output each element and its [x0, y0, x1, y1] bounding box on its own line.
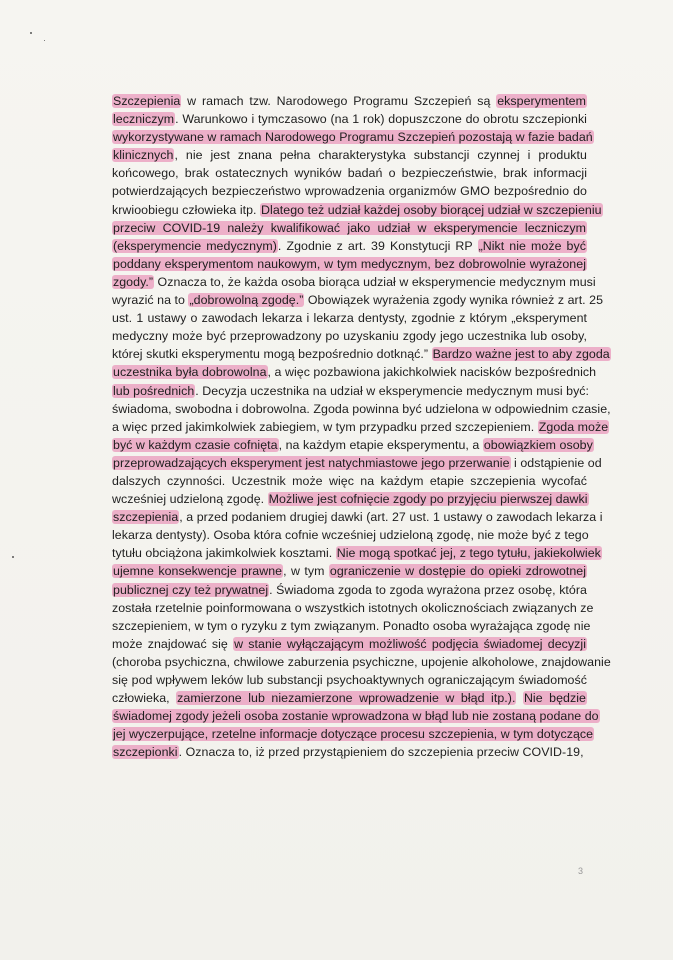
text-segment: ust. 1 ustawy o zawodach lekarza i lekarza dentysty, zgodnie z którym „eksperyment [112, 311, 587, 326]
text-line [112, 237, 587, 255]
text-segment: . Oznacza to, iż przed przystąpieniem do szczepienia przeciw COVID-19, [178, 745, 584, 760]
text-line [112, 490, 587, 508]
text-segment: krwioobiegu człowieka itp. [112, 202, 261, 217]
text-line [112, 689, 587, 707]
highlighted-text: w stanie wyłączającym możliwość podjęcia świadomej decyzji [234, 636, 586, 651]
text-segment: końcowego, brak ostatecznych wyników badań o bezpieczeństwie, brak informacji [112, 166, 587, 181]
text-line [112, 327, 587, 345]
highlighted-text: ograniczenie w dostępie do opieki zdrowotnej [329, 564, 587, 579]
text-segment: szczepieniem, w tym o ryzyku z tym związanym. Ponadto osoba wyrażająca zgodę nie [112, 618, 591, 633]
text-segment: , na każdym etapie eksperymentu, a [278, 437, 483, 452]
highlighted-text: świadomej zgody jeżeli osoba zostanie wprowadzona w błąd lub nie zostaną podane do [113, 709, 599, 724]
text-line [112, 182, 587, 200]
text-segment: została rzetelnie poinformowana o wszystkich istotnych okolicznościach związanych ze [112, 600, 594, 615]
scan-speck [44, 40, 45, 41]
highlighted-text: leczniczym [113, 112, 175, 127]
text-line [112, 707, 599, 725]
text-line [112, 562, 587, 580]
text-segment: w ramach tzw. Narodowego Programu Szczepień są [181, 94, 497, 108]
text-segment: świadoma, swobodna i dobrowolna. Zgoda powinna być udzielona w odpowiednim czasie, [112, 401, 611, 416]
text-line [112, 382, 590, 400]
text-segment: , a więc pozbawiona jakichkolwiek nacisków bezpośrednich [267, 365, 597, 380]
text-segment: się pod wpływem leków lub substancji psychoaktywnych ograniczającym świadomość [112, 673, 587, 687]
highlighted-text: Nie mogą spotkać jej, z tego tytułu, jakiekolwiek [336, 546, 601, 561]
text-line [112, 273, 596, 291]
text-segment: , a przed podaniem drugiej dawki (art. 27 ust. 1 ustawy o zawodach lekarza i [179, 510, 603, 525]
text-line [112, 418, 609, 436]
highlighted-text: jej wyczerpujące, rzetelne informacje dotyczące procesu szczepienia, w tym dotyczące [113, 727, 594, 742]
text-line [112, 309, 587, 327]
text-segment: . Świadoma zgoda to zgoda wyrażona przez osobę, która [269, 582, 587, 597]
text-line [112, 617, 591, 635]
text-segment: a więc przed jakimkolwiek zabiegiem, w tym przypadku przed szczepieniem. [112, 419, 538, 434]
text-line [112, 725, 594, 743]
text-line [112, 146, 587, 164]
text-line [112, 291, 604, 309]
text-line [112, 508, 603, 526]
page-number: 3 [578, 866, 584, 876]
text-line [112, 219, 587, 237]
highlighted-text: Bardzo ważne jest to aby zgoda [432, 347, 610, 362]
text-segment: . Zgodnie z art. 39 Konstytucji RP [277, 238, 478, 253]
text-line [112, 454, 602, 472]
text-line [112, 92, 587, 110]
highlighted-text: zamierzone lub niezamierzone wprowadzenie w błąd itp.). [177, 691, 516, 706]
highlighted-text: klinicznych [113, 148, 174, 163]
text-line [112, 544, 601, 562]
text-line [112, 635, 587, 653]
text-line [112, 671, 587, 689]
scan-speck [30, 32, 32, 34]
highlighted-text: Nie będzie [523, 691, 586, 706]
text-segment: medyczny może być przeprowadzony po uzyskaniu zgody jego uczestnika lub osoby, [112, 329, 587, 344]
highlighted-text: przeciw COVID-19 należy kwalifikować jako udział w eksperymencie leczniczym [113, 220, 586, 235]
highlighted-text: poddany eksperymentom naukowym, w tym medycznym, bez dobrowolnie wyrażonej [113, 256, 586, 271]
text-segment: . Warunkowo i tymczasowo (na 1 rok) dopuszczone do obrotu szczepionki [175, 112, 587, 127]
text-segment: wcześniej udzieloną zgodę. [112, 492, 268, 507]
text-segment: lekarza dentysty). Osoba która cofnie wcześniej udzieloną zgodę, nie może być z tego [112, 528, 589, 543]
text-line [112, 599, 594, 617]
scan-speck [12, 556, 14, 558]
highlighted-text: „Nikt nie może być [478, 238, 586, 253]
text-line [112, 581, 587, 599]
highlighted-text: lub pośrednich [113, 383, 195, 398]
highlighted-text: wykorzystywane w ramach Narodowego Programu Szczepień pozostają w fazie badań [113, 130, 593, 145]
highlighted-text: publicznej czy też prywatnej [113, 582, 269, 597]
highlighted-text: przeprowadzających eksperyment jest natychmiastowe jego przerwanie [113, 455, 510, 470]
text-segment: , w tym [283, 564, 329, 579]
text-segment: Oznacza to, że każda osoba biorąca udział w eksperymencie medycznym musi [154, 274, 596, 289]
highlighted-text: być w każdym czasie cofnięta [113, 437, 278, 452]
text-line [112, 743, 587, 761]
highlighted-text: uczestnika była dobrowolna [113, 365, 267, 380]
text-segment: potwierdzających bezpieczeństwo wprowadzenia organizmów GMO bezpośrednio do [112, 184, 587, 199]
text-segment: . Decyzja uczestnika na udział w eksperymencie medycznym musi być: [195, 383, 590, 398]
highlighted-text: eksperymentem [497, 94, 586, 108]
text-segment [516, 691, 523, 705]
text-line [112, 201, 602, 219]
text-line [112, 472, 587, 490]
highlighted-text: ujemne konsekwencje prawne [113, 564, 283, 579]
highlighted-text: Zgoda może [538, 419, 609, 434]
text-segment: i odstąpienie od [510, 455, 602, 470]
highlighted-text: „dobrowolną zgodę.” [189, 293, 304, 308]
text-segment: tytułu obciążona jakimkolwiek kosztami. [112, 546, 336, 561]
text-line [112, 164, 587, 182]
text-line [112, 128, 593, 146]
text-line [112, 110, 587, 128]
text-segment: dalszych czynności. Uczestnik może więc na każdym etapie szczepienia wycofać [112, 473, 587, 488]
text-segment: może znajdować się [112, 636, 234, 651]
document-body [112, 92, 611, 761]
text-segment: której skutki eksperymentu mogą bezpośrednio dotknąć.” [112, 347, 432, 362]
text-segment: , nie jest znana pełna charakterystyka substancji czynnej i produktu [174, 148, 587, 163]
highlighted-text: Szczepienia [113, 94, 181, 108]
highlighted-text: szczepionki [113, 745, 178, 760]
text-segment: człowieka, [112, 691, 177, 706]
highlighted-text: obowiązkiem osoby [483, 437, 593, 452]
text-segment: wyrazić na to [112, 293, 189, 308]
text-line [112, 345, 610, 363]
highlighted-text: (eksperymencie medycznym) [113, 238, 277, 253]
text-segment: (choroba psychiczna, chwilowe zaburzenia psychiczne, upojenie alkoholowe, znajdowanie [112, 654, 611, 669]
text-line [112, 436, 593, 454]
text-line [112, 255, 587, 273]
highlighted-text: zgody.” [113, 274, 154, 289]
highlighted-text: szczepienia [113, 510, 179, 525]
text-line [112, 653, 611, 671]
text-line [112, 526, 587, 544]
text-line [112, 400, 611, 418]
highlighted-text: Dlatego też udział każdej osoby biorącej udział w szczepieniu [261, 202, 602, 217]
text-line [112, 363, 597, 381]
text-segment: Obowiązek wyrażenia zgody wynika również z art. 25 [304, 293, 604, 308]
highlighted-text: Możliwe jest cofnięcie zgody po przyjęciu pierwszej dawki [268, 492, 588, 507]
